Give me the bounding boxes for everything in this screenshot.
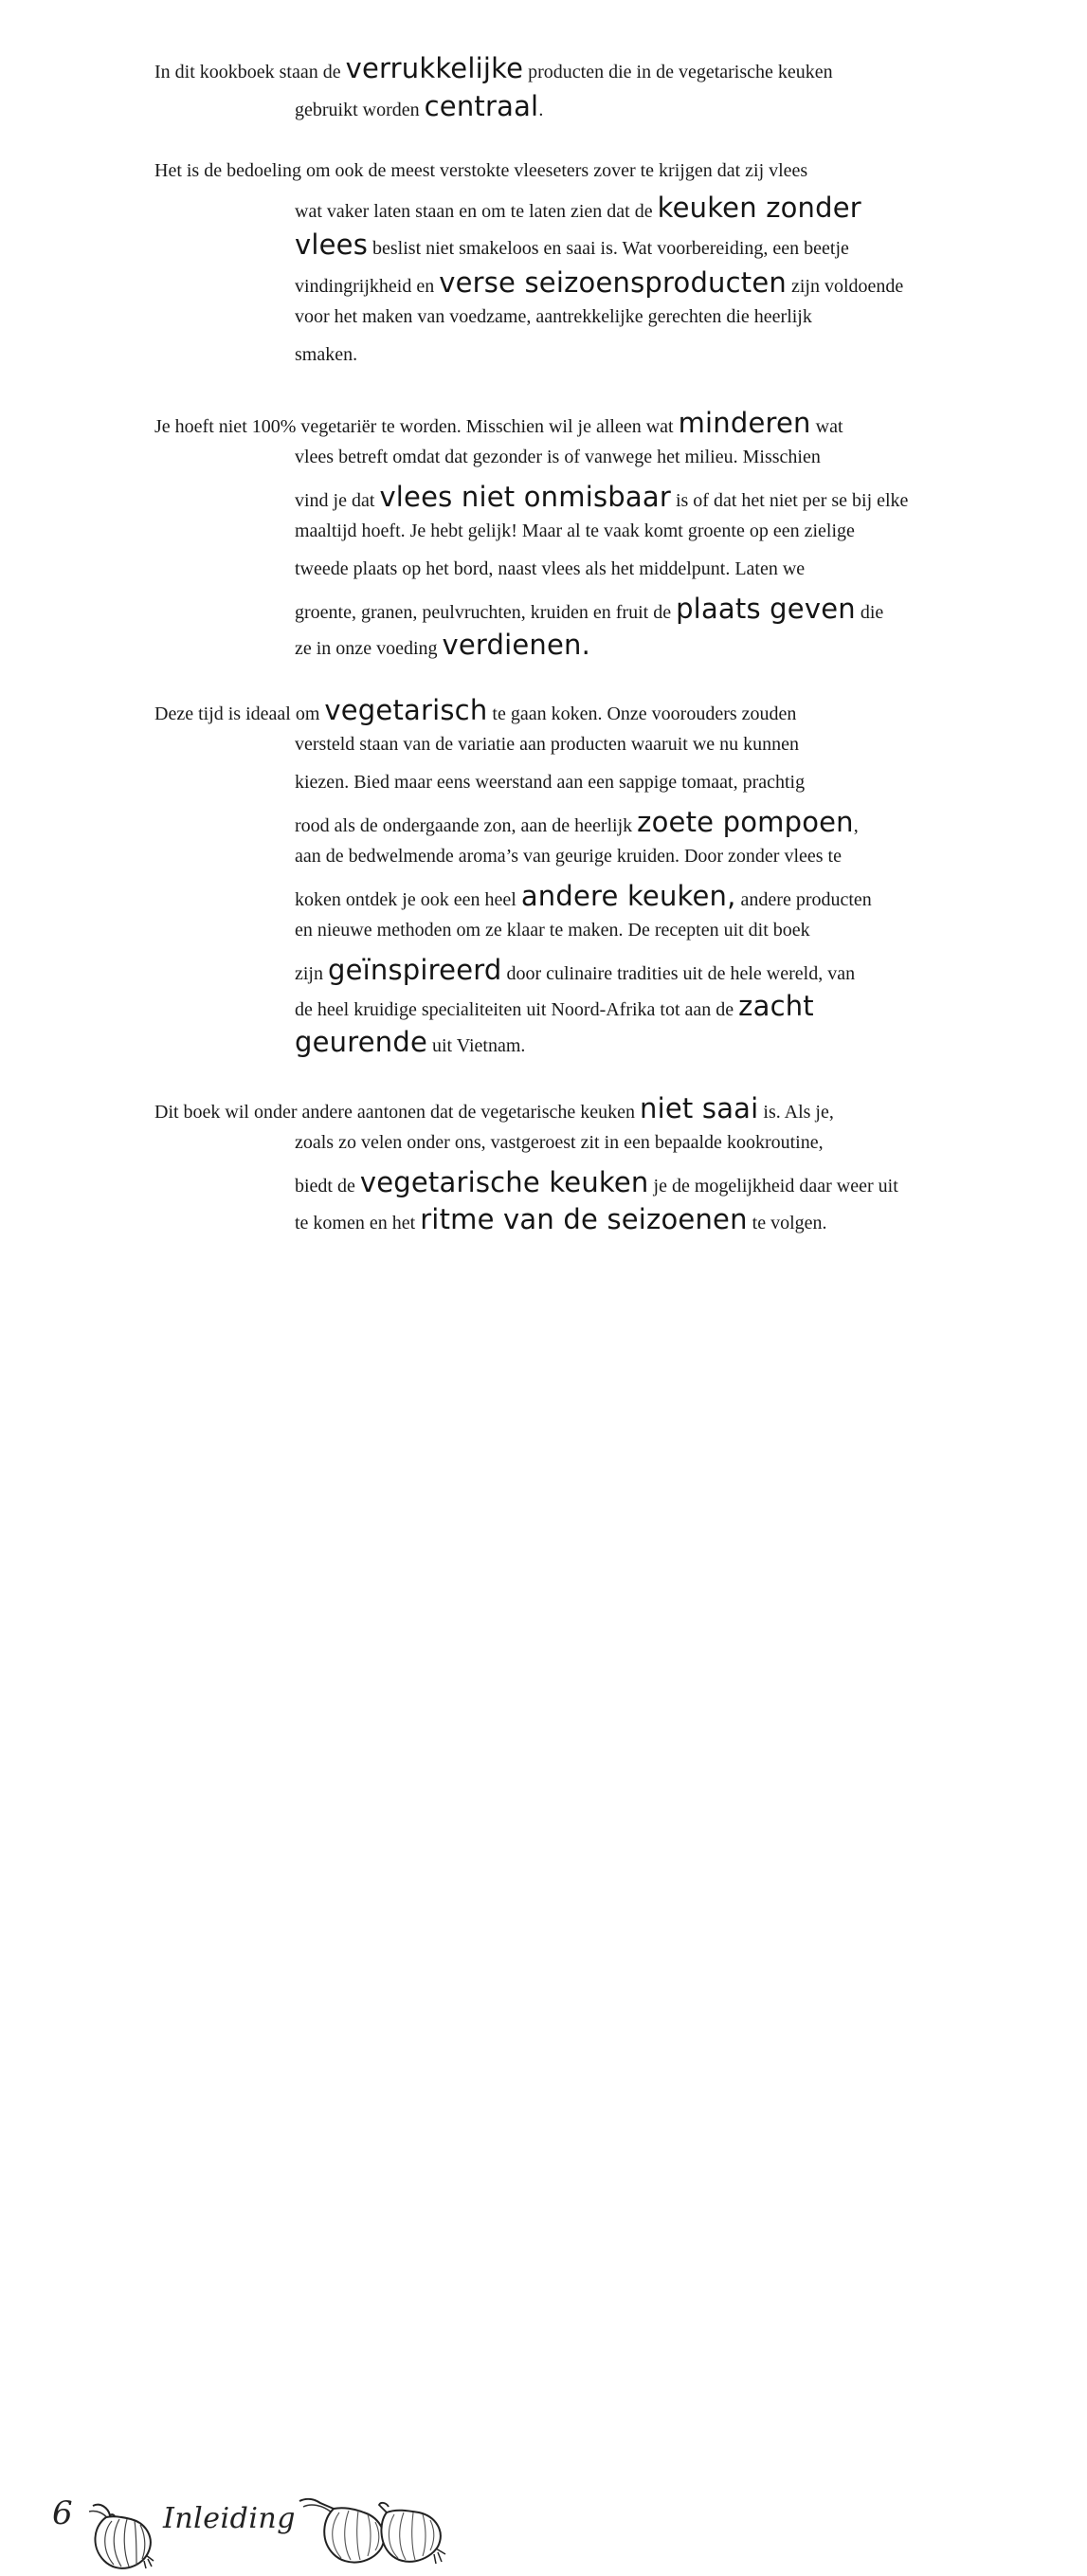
text-line — [295, 266, 904, 299]
onion-pair-icon — [296, 2494, 453, 2569]
text-run: door culinaire tradities uit de hele wereld, van — [501, 963, 856, 984]
text-line — [295, 595, 883, 623]
text-line — [295, 194, 861, 222]
text-line — [154, 407, 843, 439]
text-run: die — [855, 602, 884, 623]
text-line — [295, 481, 909, 513]
text-run: zoals zo velen onder ons, vastgeroest zit in een bepaalde kookroutine, — [295, 1132, 824, 1153]
text-run: wat — [810, 416, 843, 437]
emphasis-phrase: plaats geven — [676, 593, 856, 625]
emphasis-phrase: zacht — [738, 990, 814, 1022]
text-line — [295, 345, 357, 364]
emphasis-phrase: verdienen. — [442, 629, 591, 661]
text-run: de heel kruidige specialiteiten uit Noord-Afrika tot aan de — [295, 999, 739, 1020]
text-line — [295, 1026, 526, 1058]
text-run: . — [538, 100, 544, 120]
emphasis-phrase: verrukkelijke — [345, 52, 524, 84]
text-line — [295, 954, 856, 986]
emphasis-phrase: keuken zonder — [657, 192, 861, 224]
text-run: ze in onze voeding — [295, 638, 443, 659]
text-run: zijn — [295, 963, 328, 984]
text-run: aan de bedwelmende aroma’s van geurige kruiden. Door zonder vlees te — [295, 846, 842, 867]
text-line — [154, 694, 797, 726]
text-line — [295, 631, 590, 659]
text-run: te volgen. — [747, 1213, 827, 1233]
text-line — [295, 921, 810, 940]
text-line — [295, 990, 814, 1022]
text-run: biedt de — [295, 1176, 360, 1197]
emphasis-phrase: minderen — [678, 407, 811, 439]
text-run: te komen en het — [295, 1213, 421, 1233]
text-run: vind je dat — [295, 490, 380, 511]
emphasis-phrase: niet saai — [640, 1092, 759, 1124]
text-run: Deze tijd is ideaal om — [154, 703, 325, 724]
text-line — [295, 307, 812, 326]
emphasis-phrase: verse seizoensproducten — [439, 266, 787, 299]
text-run: is of dat het niet per se bij elke — [670, 490, 909, 511]
text-line — [295, 806, 859, 838]
text-line — [295, 847, 842, 866]
text-line — [154, 161, 807, 180]
text-run: groente, granen, peulvruchten, kruiden en fruit de — [295, 602, 677, 623]
text-line — [295, 880, 872, 912]
text-run: Je hoeft niet 100% vegetariër te worden. Misschien wil je alleen wat — [154, 416, 679, 437]
onion-icon — [83, 2498, 161, 2576]
emphasis-phrase: zoete pompoen — [637, 806, 854, 838]
text-line — [295, 448, 821, 466]
text-line — [295, 521, 855, 540]
text-run: zijn voldoende — [786, 276, 904, 297]
emphasis-phrase: geurende — [295, 1026, 427, 1058]
text-run: versteld staan van de variatie aan producten waaruit we nu kunnen — [295, 734, 800, 755]
text-line — [154, 52, 833, 84]
text-run: andere producten — [735, 889, 872, 910]
text-run: Dit boek wil onder andere aantonen dat de vegetarische keuken — [154, 1102, 641, 1123]
text-line — [295, 559, 805, 578]
text-line — [295, 735, 799, 754]
text-run: , — [853, 815, 859, 836]
text-line — [295, 1203, 827, 1235]
text-run: gebruikt worden — [295, 100, 425, 120]
text-run: In dit kookboek staan de — [154, 62, 346, 82]
text-run: kiezen. Bied maar eens weerstand aan een sappige tomaat, prachtig — [295, 772, 806, 793]
text-line — [154, 1092, 834, 1124]
text-line — [295, 228, 849, 261]
text-run: koken ontdek je ook een heel — [295, 889, 521, 910]
text-run: te gaan koken. Onze voorouders zouden — [487, 703, 797, 724]
emphasis-phrase: vlees niet onmisbaar — [379, 481, 671, 513]
emphasis-phrase: centraal — [424, 90, 539, 122]
text-run: beslist niet smakeloos en saai is. Wat voorbereiding, een beetje — [368, 238, 849, 259]
chapter-title: Inleiding — [163, 2502, 296, 2535]
text-run: vindingrijkheid en — [295, 276, 440, 297]
text-run: rood als de ondergaande zon, aan de heerlijk — [295, 815, 638, 836]
emphasis-phrase: geïnspireerd — [328, 954, 502, 986]
text-line — [295, 1166, 898, 1198]
text-run: en nieuwe methoden om ze klaar te maken. De recepten uit dit boek — [295, 920, 810, 941]
page-number: 6 — [52, 2494, 73, 2532]
emphasis-phrase: ritme van de seizoenen — [420, 1203, 748, 1235]
emphasis-phrase: vlees — [295, 228, 369, 261]
emphasis-phrase: vegetarische keuken — [359, 1166, 649, 1198]
text-run: maaltijd hoeft. Je hebt gelijk! Maar al te vaak komt groente op een zielige — [295, 521, 855, 541]
emphasis-phrase: vegetarisch — [324, 694, 488, 726]
text-line — [295, 90, 544, 122]
text-run: voor het maken van voedzame, aantrekkelijke gerechten die heerlijk — [295, 306, 812, 327]
text-run: Het is de bedoeling om ook de meest verstokte vleeseters zover te krijgen dat zij vlees — [154, 160, 808, 181]
text-run: je de mogelijkheid daar weer uit — [648, 1176, 898, 1197]
text-run: vlees betreft omdat dat gezonder is of vanwege het milieu. Misschien — [295, 447, 821, 467]
text-line — [295, 773, 805, 792]
text-run: producten die in de vegetarische keuken — [523, 62, 833, 82]
text-line — [295, 1133, 824, 1152]
text-run: uit Vietnam. — [427, 1035, 526, 1056]
emphasis-phrase: andere keuken, — [520, 880, 736, 912]
text-run: wat vaker laten staan en om te laten zien dat de — [295, 201, 658, 222]
text-run: is. Als je, — [758, 1102, 834, 1123]
page-footer — [0, 1244, 1087, 2535]
text-run: tweede plaats op het bord, naast vlees als het middelpunt. Laten we — [295, 558, 806, 579]
text-run: smaken. — [295, 344, 358, 365]
